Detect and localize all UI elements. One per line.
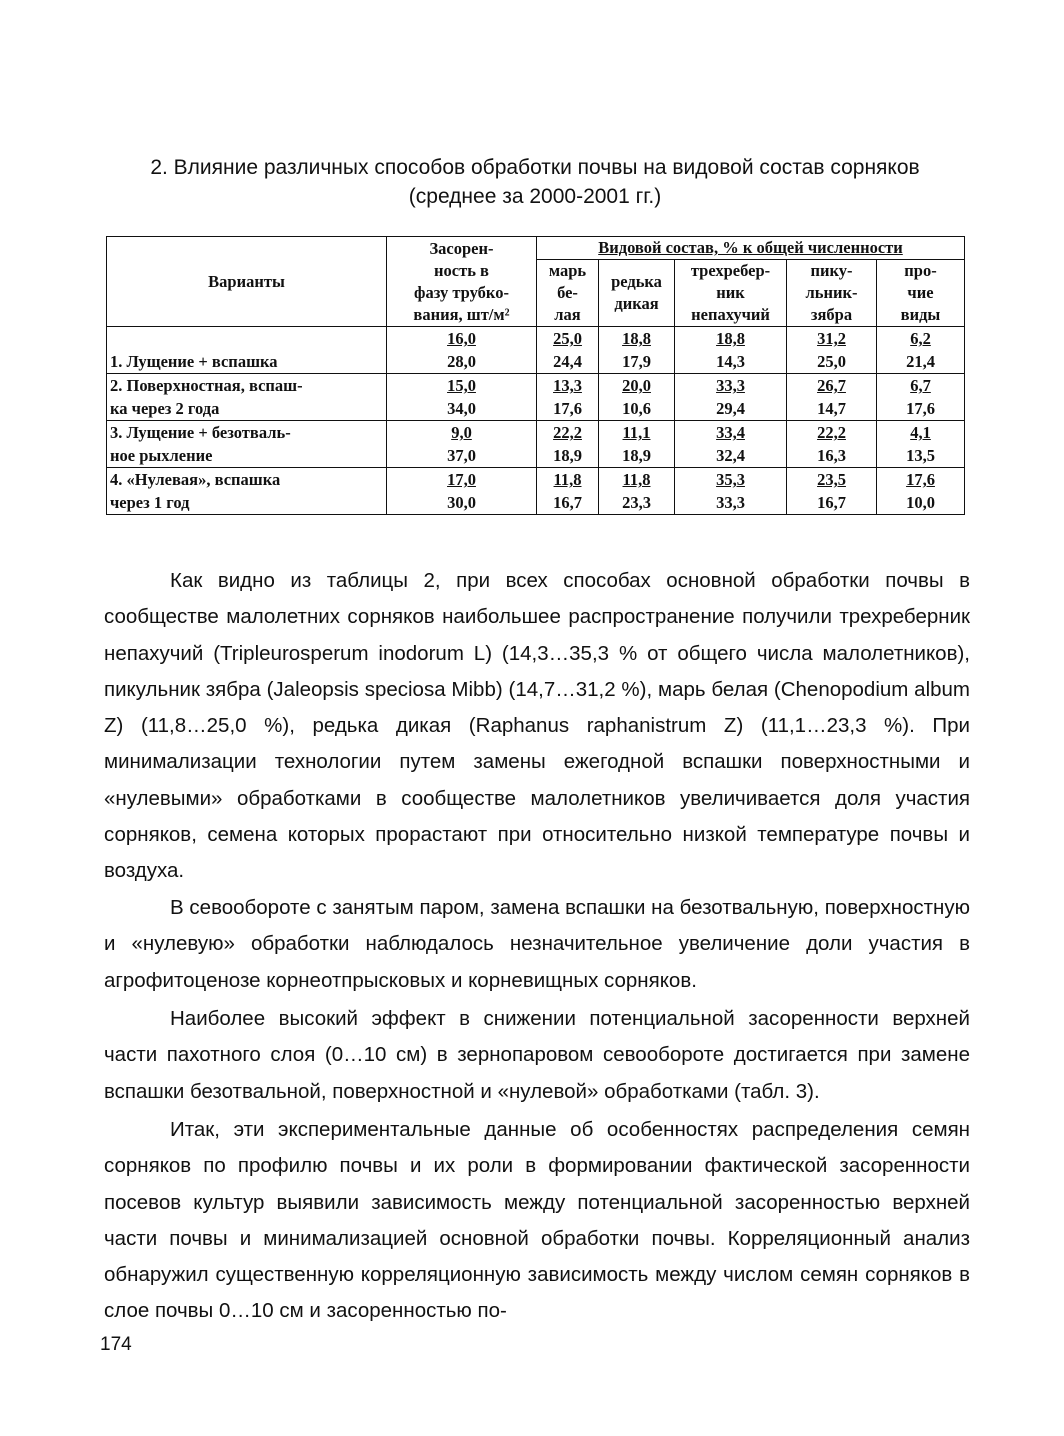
caption-line-1: 2. Влияние различных способов обработки почвы на видовой состав сорняков [150,156,920,179]
species-cell: 20,0 10,6 [599,374,675,421]
header-weediness: Засорен- ность в фазу трубко- вания, шт/м² [387,237,537,327]
weediness-cell: 9,0 37,0 [387,421,537,468]
header-species-tripleurosperum: трехребер- ник непахучий [675,260,787,327]
body-paragraph-4: Итак, эти экспериментальные данные об особенностях распределения семян сорняков по профилю почвы и их роли в формировании фактической засоренности посевов культур выявили зависимость между потенциальной засоренностью верхней части почвы и минимализацией основной обработки почвы. Корреляционный анализ обнаружил существенную корреляционную зависимость между числом семян сорняков в слое почвы 0…10 см и засоренностью по- [104,1118,970,1323]
header-species-group: Видовой состав, % к общей численности [537,237,965,260]
species-cell: 4,1 13,5 [877,421,965,468]
variant-cell: 1. Лущение + вспашка [107,327,387,374]
table-row [107,327,965,374]
body-paragraph-2: В севообороте с занятым паром, замена вспашки на безотвальную, поверхностную и «нулевую» обработки наблюдалось незначительное увеличение доли участия в агрофитоценозе корнеотпрысковых и корневищных сорняков. [104,896,970,992]
header-species-chenopodium: марь бе- лая [537,260,599,327]
weediness-cell: 15,0 34,0 [387,374,537,421]
variant-cell: 4. «Нулевая», вспашка через 1 год [107,468,387,515]
table-row [107,374,965,421]
species-cell: 6,2 21,4 [877,327,965,374]
species-cell: 18,8 14,3 [675,327,787,374]
header-species-raphanus: редька дикая [599,260,675,327]
weediness-cell: 17,0 30,0 [387,468,537,515]
table-row [107,468,965,515]
species-cell: 11,8 23,3 [599,468,675,515]
species-cell: 33,4 32,4 [675,421,787,468]
species-cell: 13,3 17,6 [537,374,599,421]
species-cell: 35,3 33,3 [675,468,787,515]
species-cell: 23,5 16,7 [787,468,877,515]
species-cell: 22,2 18,9 [537,421,599,468]
header-species-jaleopsis: пику- льник- зябра [787,260,877,327]
page-number: 174 [100,1334,132,1355]
species-cell: 6,7 17,6 [877,374,965,421]
body-paragraph-3: Наиболее высокий эффект в снижении потенциальной засоренности верхней части пахотного слоя (0…10 см) в зернопаровом севообороте достигается при замене вспашки безотвальной, поверхностной и «нулевой» обработками (табл. 3). [104,1007,970,1103]
species-cell: 31,2 25,0 [787,327,877,374]
species-cell: 26,7 14,7 [787,374,877,421]
species-cell: 11,1 18,9 [599,421,675,468]
species-cell: 25,0 24,4 [537,327,599,374]
species-cell: 22,2 16,3 [787,421,877,468]
species-cell: 33,3 29,4 [675,374,787,421]
table-row [107,421,965,468]
body-paragraph-1: Как видно из таблицы 2, при всех способах основной обработки почвы в сообществе малолетних сорняков наибольшее распространение получили трехреберник непахучий (Tripleurosperum inodorum L) (14,3…35,3 % от общего числа малолетников), пикульник зябра (Jaleopsis speciosa Mibb) (14,7…31,2 %), марь белая (Chenopodium album Z) (11,8…25,0 %), редька дикая (Raphanus raphanistrum Z) (11,1…23,3 %). При минимализации технологии путем замены ежегодной вспашки поверхностными и «нулевыми» обработками в сообществе малолетников увеличивается доля участия сорняков, семена которых прорастают при относительно низкой температуре почвы и воздуха. [104,569,970,883]
species-cell: 17,6 10,0 [877,468,965,515]
header-variants: Варианты [107,237,387,327]
weediness-cell: 16,0 28,0 [387,327,537,374]
table-caption [100,153,970,211]
species-cell: 11,8 16,7 [537,468,599,515]
variant-cell: 2. Поверхностная, вспаш- ка через 2 года [107,374,387,421]
weed-species-table [106,236,965,515]
species-cell: 18,8 17,9 [599,327,675,374]
header-species-other: про- чие виды [877,260,965,327]
variant-cell: 3. Лущение + безотваль- ное рыхление [107,421,387,468]
caption-line-2: (среднее за 2000-2001 гг.) [408,185,662,208]
